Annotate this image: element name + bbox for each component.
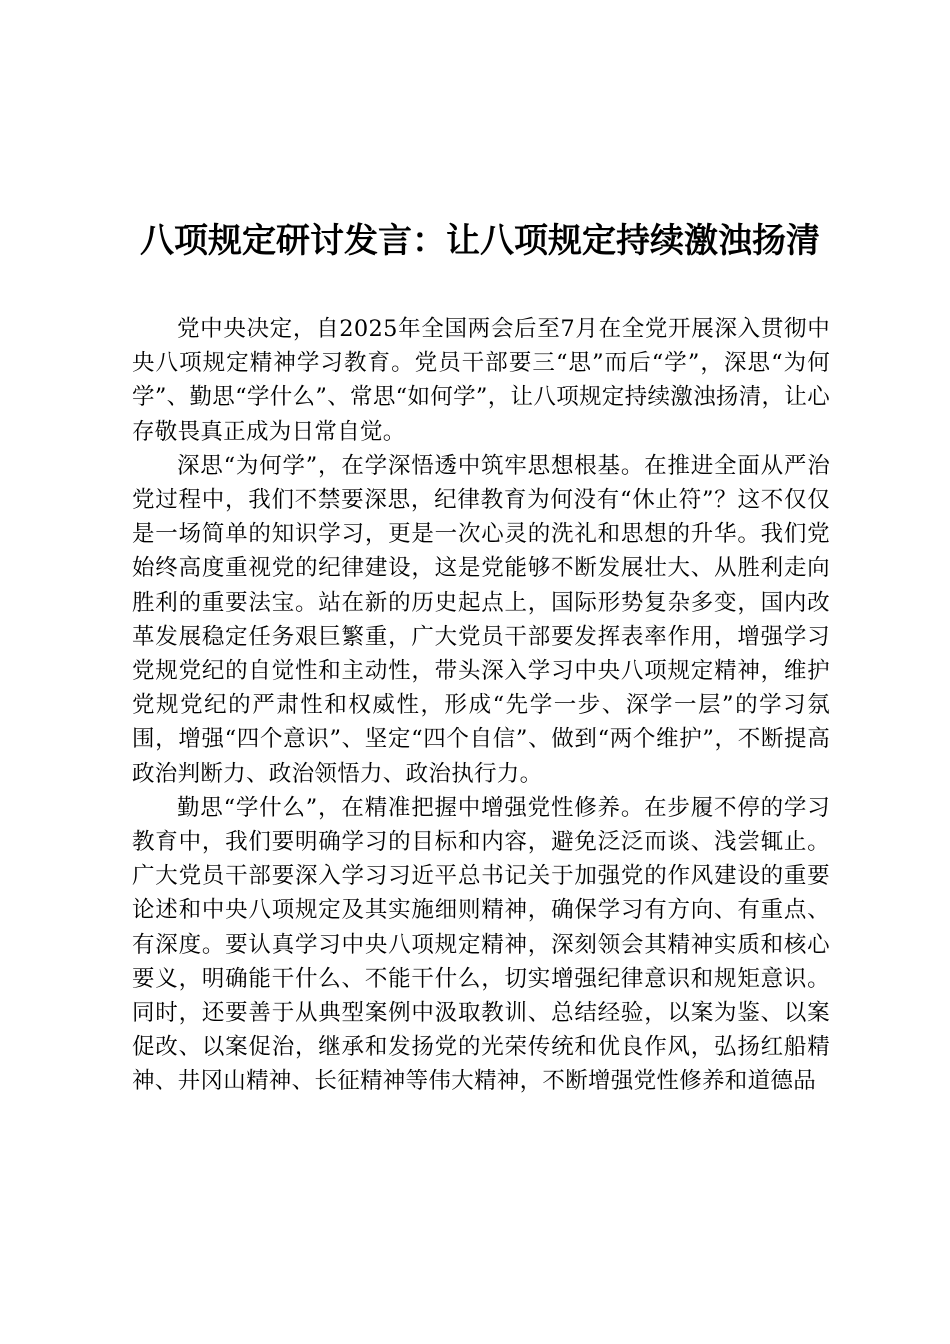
document-title: 八项规定研讨发言：让八项规定持续激浊扬清 [140, 221, 820, 261]
paragraph-intro: 党中央决定，自2025年全国两会后至7月在全党开展深入贯彻中央八项规定精神学习教育。党员干部要三“思”而后“学”，深思“为何学”、勤思“学什么”、常思“如何学”，让八项规定持续激浊扬清，让心存敬畏真正成为日常自觉。 [132, 316, 830, 445]
paragraph-what-learn: 勤思“学什么”，在精准把握中增强党性修养。在步履不停的学习教育中，我们要明确学习的目标和内容，避免泛泛而谈、浅尝辄止。广大党员干部要深入学习习近平总书记关于加强党的作风建设的重要论述和中央八项规定及其实施细则精神，确保学习有方向、有重点、有深度。要认真学习中央八项规定精神，深刻领会其精神实质和核心要义，明确能干什么、不能干什么，切实增强纪律意识和规矩意识。同时，还要善于从典型案例中汲取教训、总结经验，以案为鉴、以案促改、以案促治，继承和发扬党的光荣传统和优良作风，弘扬红船精神、井冈山精神、长征精神等伟大精神，不断增强党性修养和道德品 [132, 794, 830, 1095]
document-body [132, 312, 830, 1099]
paragraph-why-learn: 深思“为何学”，在学深悟透中筑牢思想根基。在推进全面从严治党过程中，我们不禁要深思，纪律教育为何没有“休止符”？这不仅仅是一场简单的知识学习，更是一次心灵的洗礼和思想的升华。我们党始终高度重视党的纪律建设，这是党能够不断发展壮大、从胜利走向胜利的重要法宝。站在新的历史起点上，国际形势复杂多变，国内改革发展稳定任务艰巨繁重，广大党员干部要发挥表率作用，增强学习党规党纪的自觉性和主动性，带头深入学习中央八项规定精神，维护党规党纪的严肃性和权威性，形成“先学一步、深学一层”的学习氛围，增强“四个意识”、坚定“四个自信”、做到“两个维护”，不断提高政治判断力、政治领悟力、政治执行力。 [132, 452, 830, 787]
